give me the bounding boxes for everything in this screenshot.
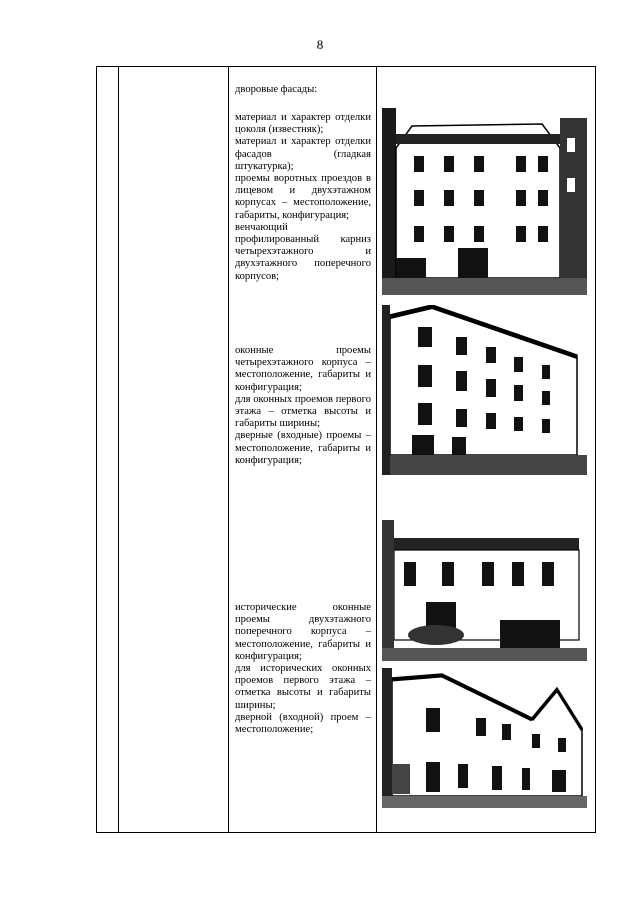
list-item: материал и характер отделки фасадов (гладкая штукатурка); — [235, 136, 371, 172]
list-item: венчающий профилированный карниз четырехэтажного и двухэтажного поперечного корпусов; — [235, 221, 371, 282]
facade-heading: дворовые фасады: — [235, 84, 318, 95]
building-photo-icon — [382, 668, 587, 808]
courtyard-facade-photo-3 — [382, 520, 587, 661]
building-photo-icon — [382, 305, 587, 475]
list-item: дверные (входные) проемы – местоположение, габариты и конфигурация; — [235, 430, 371, 466]
list-item: оконные проемы четырехэтажного корпуса – местоположение, габариты и конфигурация; — [235, 345, 371, 393]
text-block-3 — [235, 602, 371, 736]
courtyard-facade-photo-1 — [382, 108, 587, 295]
list-item: проемы воротных проездов в лицевом и двухэтажном корпусах – местоположение, габариты, конфигурация; — [235, 173, 371, 221]
list-item: материал и характер отделки цоколя (известняк); — [235, 112, 371, 136]
list-item: для исторических оконных проемов первого этажа – отметка высоты и габариты ширины; — [235, 663, 371, 711]
column-divider-1 — [118, 66, 119, 833]
text-block-1 — [235, 112, 371, 283]
text-block-2 — [235, 345, 371, 467]
page-number: 8 — [316, 37, 324, 52]
list-item: дверной (входной) проем – местоположение; — [235, 711, 371, 736]
building-photo-icon — [382, 108, 587, 295]
column-divider-3 — [376, 66, 377, 833]
courtyard-facade-photo-4 — [382, 668, 587, 808]
list-item: исторические оконные проемы двухэтажного поперечного корпуса – местоположение, габариты и конфигурация; — [235, 602, 371, 662]
courtyard-facade-photo-2 — [382, 305, 587, 475]
list-item: для оконных проемов первого этажа – отметка высоты и габариты ширины; — [235, 393, 371, 430]
column-divider-2 — [228, 66, 229, 833]
building-photo-icon — [382, 520, 587, 661]
